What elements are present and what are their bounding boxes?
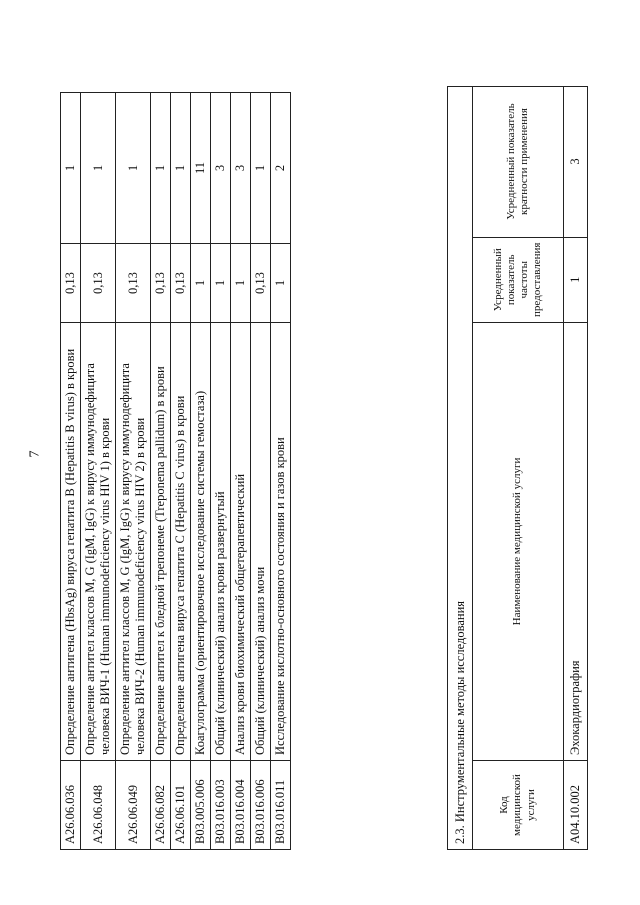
service-multiplicity: 1 <box>251 93 271 244</box>
service-code: B03.005.006 <box>191 761 211 850</box>
page-number: 7 <box>27 450 43 458</box>
table-row <box>171 93 191 850</box>
service-multiplicity: 11 <box>191 93 211 244</box>
service-code: B03.016.011 <box>271 761 291 850</box>
header-name: Наименование медицинской услуги <box>473 323 564 761</box>
service-frequency: 1 <box>211 244 231 323</box>
section-title: 2.3. Инструментальные методы исследования <box>448 86 473 849</box>
service-code: B03.016.006 <box>251 761 271 850</box>
table-row <box>151 93 171 850</box>
rotated-content <box>60 60 620 850</box>
header-code: Код медицинской услуги <box>473 761 564 850</box>
service-name: Анализ крови биохимический общетерапевтический <box>231 323 251 761</box>
service-multiplicity: 3 <box>564 86 588 237</box>
table-row <box>81 93 116 850</box>
service-frequency: 1 <box>271 244 291 323</box>
table-row <box>564 86 588 849</box>
table-row <box>116 93 151 850</box>
service-code: B03.016.003 <box>211 761 231 850</box>
service-name: Общий (клинический) анализ крови развернутый <box>211 323 231 761</box>
service-code: A04.10.002 <box>564 761 588 850</box>
service-name: Определение антител к бледной трепонеме (Treponema pallidum) в крови <box>151 323 171 761</box>
service-frequency: 1 <box>564 237 588 322</box>
service-frequency: 0,13 <box>61 244 81 323</box>
service-frequency: 0,13 <box>81 244 116 323</box>
lab-services-table <box>60 92 291 850</box>
service-frequency: 1 <box>191 244 211 323</box>
service-multiplicity: 3 <box>231 93 251 244</box>
service-name: Определение антител классов M, G (IgM, IgG) к вирусу иммунодефицита человека ВИЧ-2 (Human immunodeficiency virus HIV 2) в крови <box>116 323 151 761</box>
service-code: A26.06.049 <box>116 761 151 850</box>
service-multiplicity: 1 <box>151 93 171 244</box>
service-multiplicity: 1 <box>171 93 191 244</box>
table-row <box>191 93 211 850</box>
service-frequency: 0,13 <box>171 244 191 323</box>
header-frequency: Усредненный показатель частоты предоставления <box>473 237 564 322</box>
service-frequency: 1 <box>231 244 251 323</box>
service-frequency: 0,13 <box>151 244 171 323</box>
service-multiplicity: 1 <box>116 93 151 244</box>
service-code: A26.06.048 <box>81 761 116 850</box>
service-multiplicity: 3 <box>211 93 231 244</box>
table-row <box>251 93 271 850</box>
service-name: Определение антигена вируса гепатита С (Hepatitis C virus) в крови <box>171 323 191 761</box>
service-name: Определение антигена (HbsAg) вируса гепатита В (Hepatitis B virus) в крови <box>61 323 81 761</box>
service-code: B03.016.004 <box>231 761 251 850</box>
service-multiplicity: 1 <box>61 93 81 244</box>
service-name: Общий (клинический) анализ мочи <box>251 323 271 761</box>
table-row <box>211 93 231 850</box>
table-row <box>271 93 291 850</box>
service-name: Определение антител классов M, G (IgM, IgG) к вирусу иммунодефицита человека ВИЧ-1 (Human immunodeficiency virus HIV 1) в крови <box>81 323 116 761</box>
header-multiplicity: Усредненный показатель кратности применения <box>473 86 564 237</box>
table-row <box>231 93 251 850</box>
instrumental-methods-table <box>447 86 588 850</box>
service-name: Эхокардиография <box>564 323 588 761</box>
table-row <box>61 93 81 850</box>
service-multiplicity: 2 <box>271 93 291 244</box>
service-code: A26.06.082 <box>151 761 171 850</box>
service-code: A26.06.036 <box>61 761 81 850</box>
service-name: Коагулограмма (ориентировочное исследование системы гемостаза) <box>191 323 211 761</box>
service-name: Исследование кислотно-основного состояния и газов крови <box>271 323 291 761</box>
service-code: A26.06.101 <box>171 761 191 850</box>
service-multiplicity: 1 <box>81 93 116 244</box>
service-frequency: 0,13 <box>251 244 271 323</box>
service-frequency: 0,13 <box>116 244 151 323</box>
